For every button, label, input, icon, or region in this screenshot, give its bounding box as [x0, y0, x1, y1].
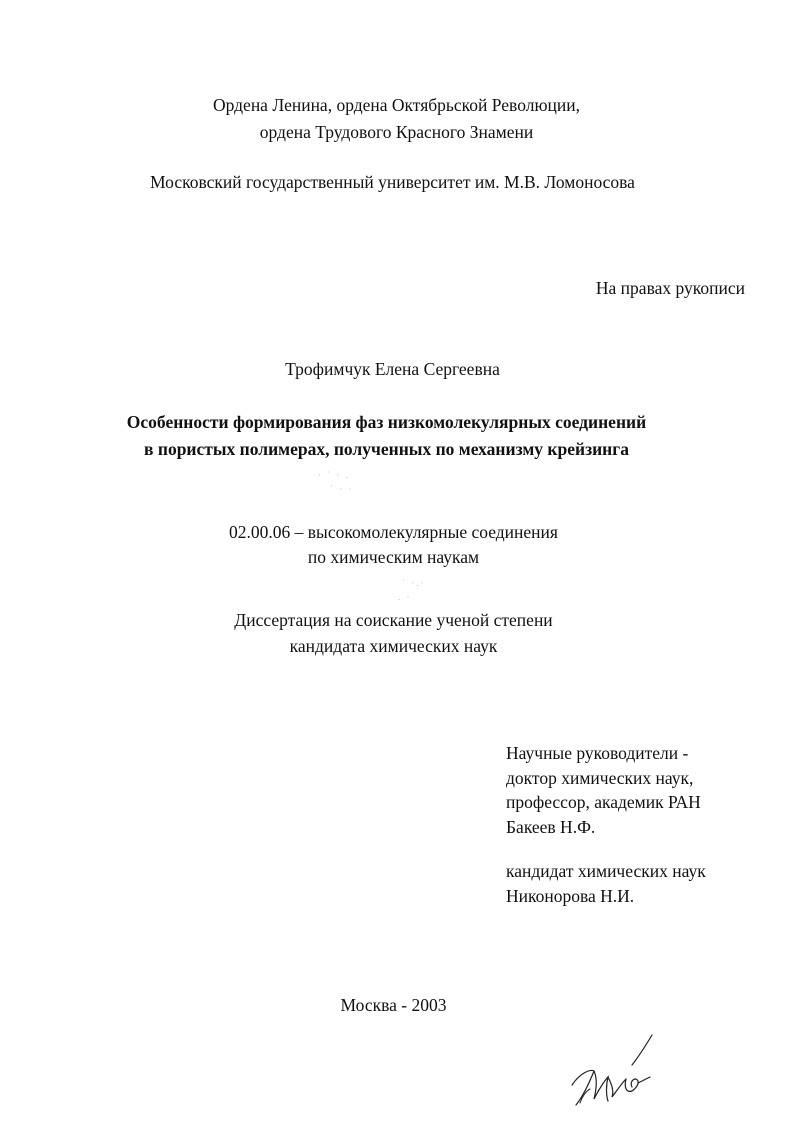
scan-noise: . ·	[398, 592, 412, 602]
author-name: Трофимчук Елена Сергеевна	[285, 359, 500, 379]
supervisor-1-degree: доктор химических наук,	[506, 767, 694, 788]
supervisors-block	[506, 741, 701, 839]
specialty-line-2: по химическим наукам	[307, 547, 480, 567]
supervisors-heading: Научные руководители -	[506, 743, 689, 763]
manuscript-note: На правах рукописи	[595, 278, 745, 298]
specialty-line-1: 02.00.06 – высокомолекулярные соединения	[229, 522, 558, 542]
supervisor-1-name: Бакеев Н.Ф.	[506, 816, 596, 837]
supervisor-2-name: Никонорова Н.И.	[506, 885, 635, 906]
city-year: Москва - 2003	[340, 995, 447, 1015]
scan-noise: · ˙ · .	[318, 470, 350, 480]
dissertation-type-line-2: кандидата химических наук	[289, 636, 498, 656]
dissertation-type-line-1: Диссертация на соискание ученой степени	[234, 610, 553, 630]
supervisor-1-title: профессор, академик РАН	[506, 792, 701, 812]
supervisor-2-degree: кандидат химических наук	[506, 861, 706, 881]
university-name: Московский государственный университет им. М.В. Ломоносова	[150, 172, 635, 192]
scan-noise: ˙ · ·	[330, 484, 354, 494]
dissertation-title-line-2: в пористых полимерах, полученных по механизму крейзинга	[144, 439, 629, 459]
scan-noise: ˙ ·.·	[402, 578, 426, 588]
supervisor-2-block	[506, 859, 706, 908]
order-line-1: Ордена Ленина, ордена Октябрьской Революции,	[212, 95, 580, 115]
handwritten-signature	[560, 1025, 660, 1110]
order-line-2: ордена Трудового Красного Знамени	[259, 122, 534, 142]
dissertation-title-line-1: Особенности формирования фаз низкомолекулярных соединений	[126, 412, 647, 432]
